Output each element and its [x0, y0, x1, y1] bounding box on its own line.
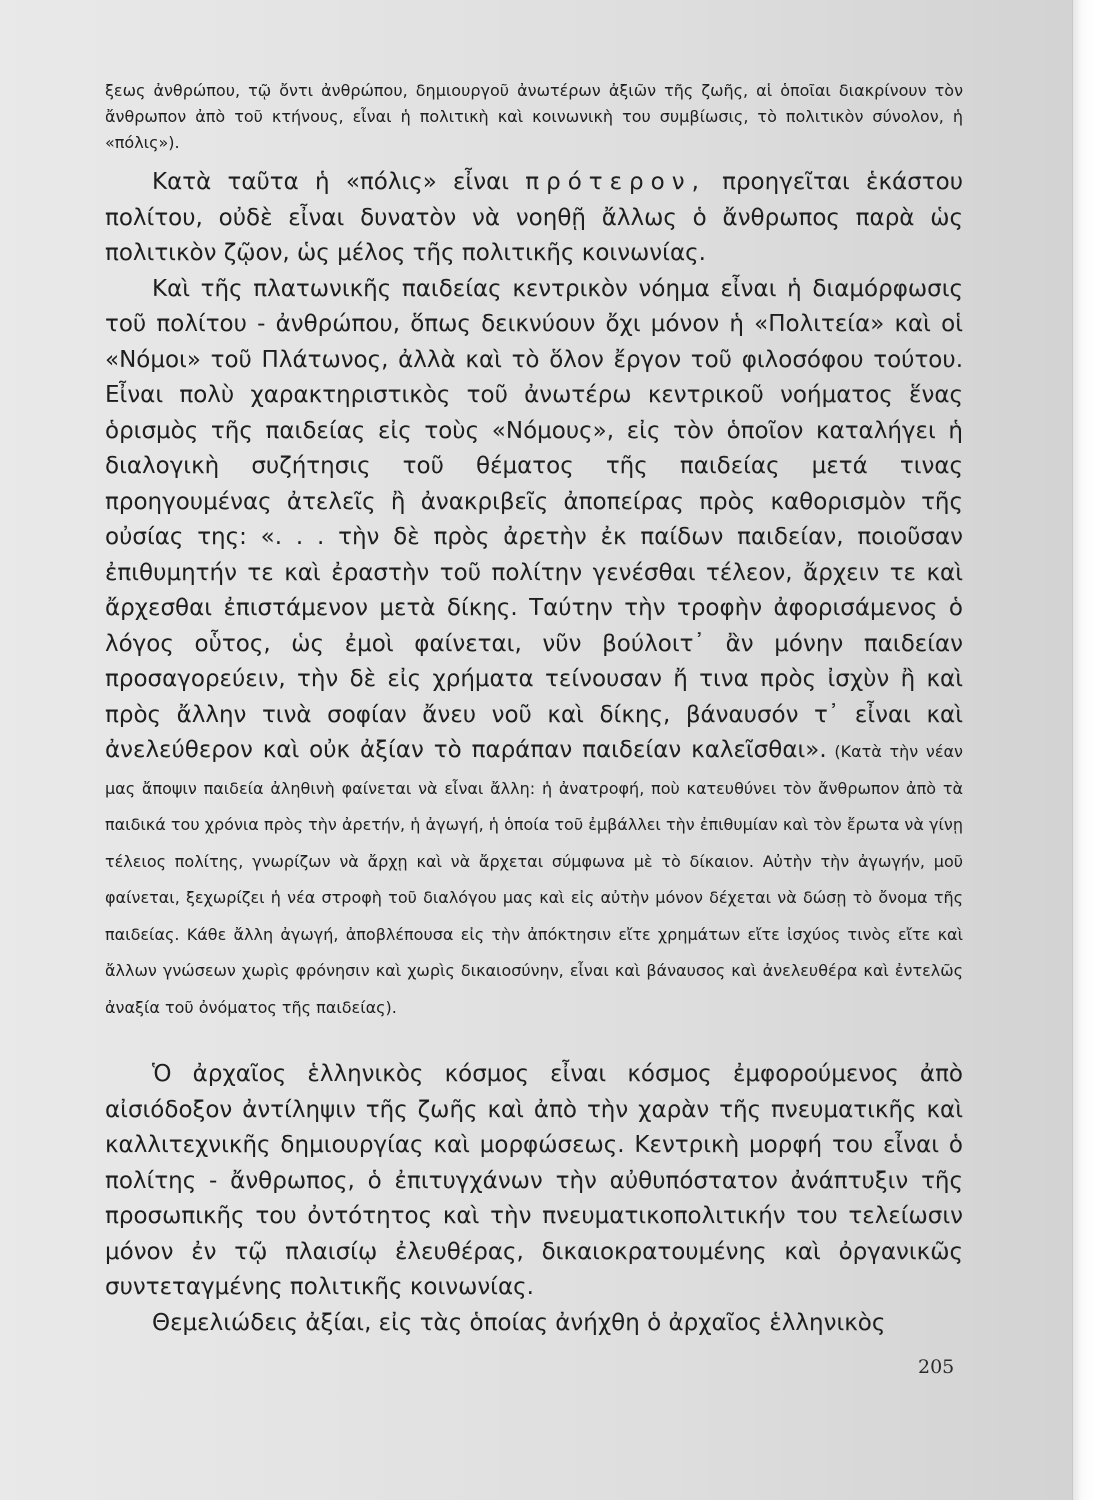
closing-passage: [105, 1057, 963, 1341]
values-paragraph: Θεμελιώδεις ἀξίαι, εἰς τὰς ὁποίας ἀνήχθη ὁ ἀρχαῖος ἑλληνικὸς: [152, 1309, 886, 1336]
spaced-emphasis: πρότερον,: [525, 169, 706, 195]
page-edge: [1072, 0, 1095, 1500]
polis-text-before: Κατὰ ταῦτα ἡ «πόλις» εἶναι: [152, 169, 526, 195]
paideia-paragraph: [105, 272, 963, 1026]
polis-paragraph: [105, 165, 963, 272]
main-passage: [105, 165, 963, 1025]
opening-text: ξεως ἀνθρώπου, τῷ ὄντι ἀνθρώπου, δημιουργοῦ ἀνωτέρων ἀξιῶν τῆς ζωῆς, αἱ ὁποῖαι διακρίνουν τὸν ἄνθρωπον ἀπὸ τοῦ κτήνους, εἶναι ἡ πολιτικὴ καὶ κοινωνικὴ του συμβίωσις, τὸ πολιτικὸν σύνολον, ἡ «πόλις»).: [105, 81, 963, 152]
opening-passage: [105, 78, 963, 156]
paideia-translation: (Κατὰ τὴν νέαν μας ἄποψιν παιδεία ἀληθινὴ φαίνεται νὰ εἶναι ἄλλη: ἡ ἀνατροφή, ποὺ κατευθύνει τὸν ἄνθρωπον ἀπὸ τὰ παιδικά του χρόνια πρὸς τὴν ἀρετήν, ἡ ἀγωγή, ἡ ὁποία τοῦ ἐμβάλλει τὴν ἐπιθυμίαν καὶ τὸν ἔρωτα νὰ γίνῃ τέλειος πολίτης, γνωρίζων νὰ ἄρχῃ καὶ νὰ ἄρχεται σύμφωνα μὲ τὸ δίκαιον. Αὐτὴν τὴν ἀγωγήν, μοῦ φαίνεται, ξεχωρίζει ἡ νέα στροφὴ τοῦ διαλόγου μας καὶ εἰς αὐτὴν μόνον δέχεται νὰ δώσῃ τὸ ὄνομα τῆς παιδείας. Κάθε ἄλλη ἀγωγή, ἀποβλέπουσα εἰς τὴν ἀπόκτησιν εἴτε χρημάτων εἴτε ἰσχύος τινὸς εἴτε καὶ ἄλλων γνώσεων χωρὶς φρόνησιν καὶ χωρὶς δικαιοσύνην, εἶναι καὶ βάναυσος καὶ ἀνελευθέρα καὶ ἐντελῶς ἀναξία τοῦ ὀνόματος τῆς παιδείας).: [105, 742, 963, 1017]
paideia-main-text: Καὶ τῆς πλατωνικῆς παιδείας κεντρικὸν νόημα εἶναι ἡ διαμόρφωσις τοῦ πολίτου - ἀνθρώπου, ὅπως δεικνύουν ὄχι μόνον ἡ «Πολιτεία» καὶ οἱ «Νόμοι» τοῦ Πλάτωνος, ἀλλὰ καὶ τὸ ὅλον ἔργον τοῦ φιλοσόφου τούτου. Εἶναι πολὺ χαρακτηριστικὸς τοῦ ἀνωτέρω κεντρικοῦ νοήματος ἕνας ὁρισμὸς τῆς παιδείας εἰς τοὺς «Νόμους», εἰς τὸν ὁποῖον καταλήγει ἡ διαλογικὴ συζήτησις τοῦ θέματος τῆς παιδείας μετά τινας προηγουμένας ἀτελεῖς ἢ ἀνακριβεῖς ἀποπείρας πρὸς καθορισμὸν τῆς οὐσίας της: «. . . τὴν δὲ πρὸς ἀρετὴν ἐκ παίδων παιδείαν, ποιοῦσαν ἐπιθυμητήν τε καὶ ἐραστὴν τοῦ πολίτην γενέσθαι τέλεον, ἄρχειν τε καὶ ἄρχεσθαι ἐπιστάμενον μετὰ δίκης. Ταύτην τὴν τροφὴν ἀφορισάμενος ὁ λόγος οὗτος, ὡς ἐμοὶ φαίνεται, νῦν βούλοιτ᾽ ἂν μόνην παιδείαν προσαγορεύειν, τὴν δὲ εἰς χρήματα τείνουσαν ἤ τινα πρὸς ἰσχὺν ἢ καὶ πρὸς ἄλλην τινὰ σοφίαν ἄνευ νοῦ καὶ δίκης, βάναυσόν τ᾽ εἶναι καὶ ἀνελεύθερον καὶ οὐκ ἀξίαν τὸ παράπαν παιδείαν καλεῖσθαι».: [105, 275, 963, 763]
greek-world-paragraph: Ὁ ἀρχαῖος ἑλληνικὸς κόσμος εἶναι κόσμος ἐμφορούμενος ἀπὸ αἰσιόδοξον ἀντίληψιν τῆς ζωῆς καὶ ἀπὸ τὴν χαρὰν τῆς πνευματικῆς καὶ καλλιτεχνικῆς δημιουργίας καὶ μορφώσεως. Κεντρικὴ μορφή του εἶναι ὁ πολίτης - ἄνθρωπος, ὁ ἐπιτυγχάνων τὴν αὐθυπόστατον ἀνάπτυξιν τῆς προσωπικῆς του ὀντότητος καὶ τὴν πνευματικοπολιτικήν του τελείωσιν μόνον ἐν τῷ πλαισίῳ ἐλευθέρας, δικαιοκρατουμένης καὶ ὀργανικῶς συντεταγμένης πολιτικῆς κοινωνίας.: [105, 1061, 963, 1300]
page-number: 205: [918, 1356, 955, 1378]
polis-text-after: προηγεῖται ἑκάστου πολίτου, οὐδὲ εἶναι δυνατὸν νὰ νοηθῇ ἄλλως ὁ ἄνθρωπος παρὰ ὡς πολιτικὸν ζῷον, ὡς μέλος τῆς πολιτικῆς κοινωνίας.: [105, 169, 964, 266]
